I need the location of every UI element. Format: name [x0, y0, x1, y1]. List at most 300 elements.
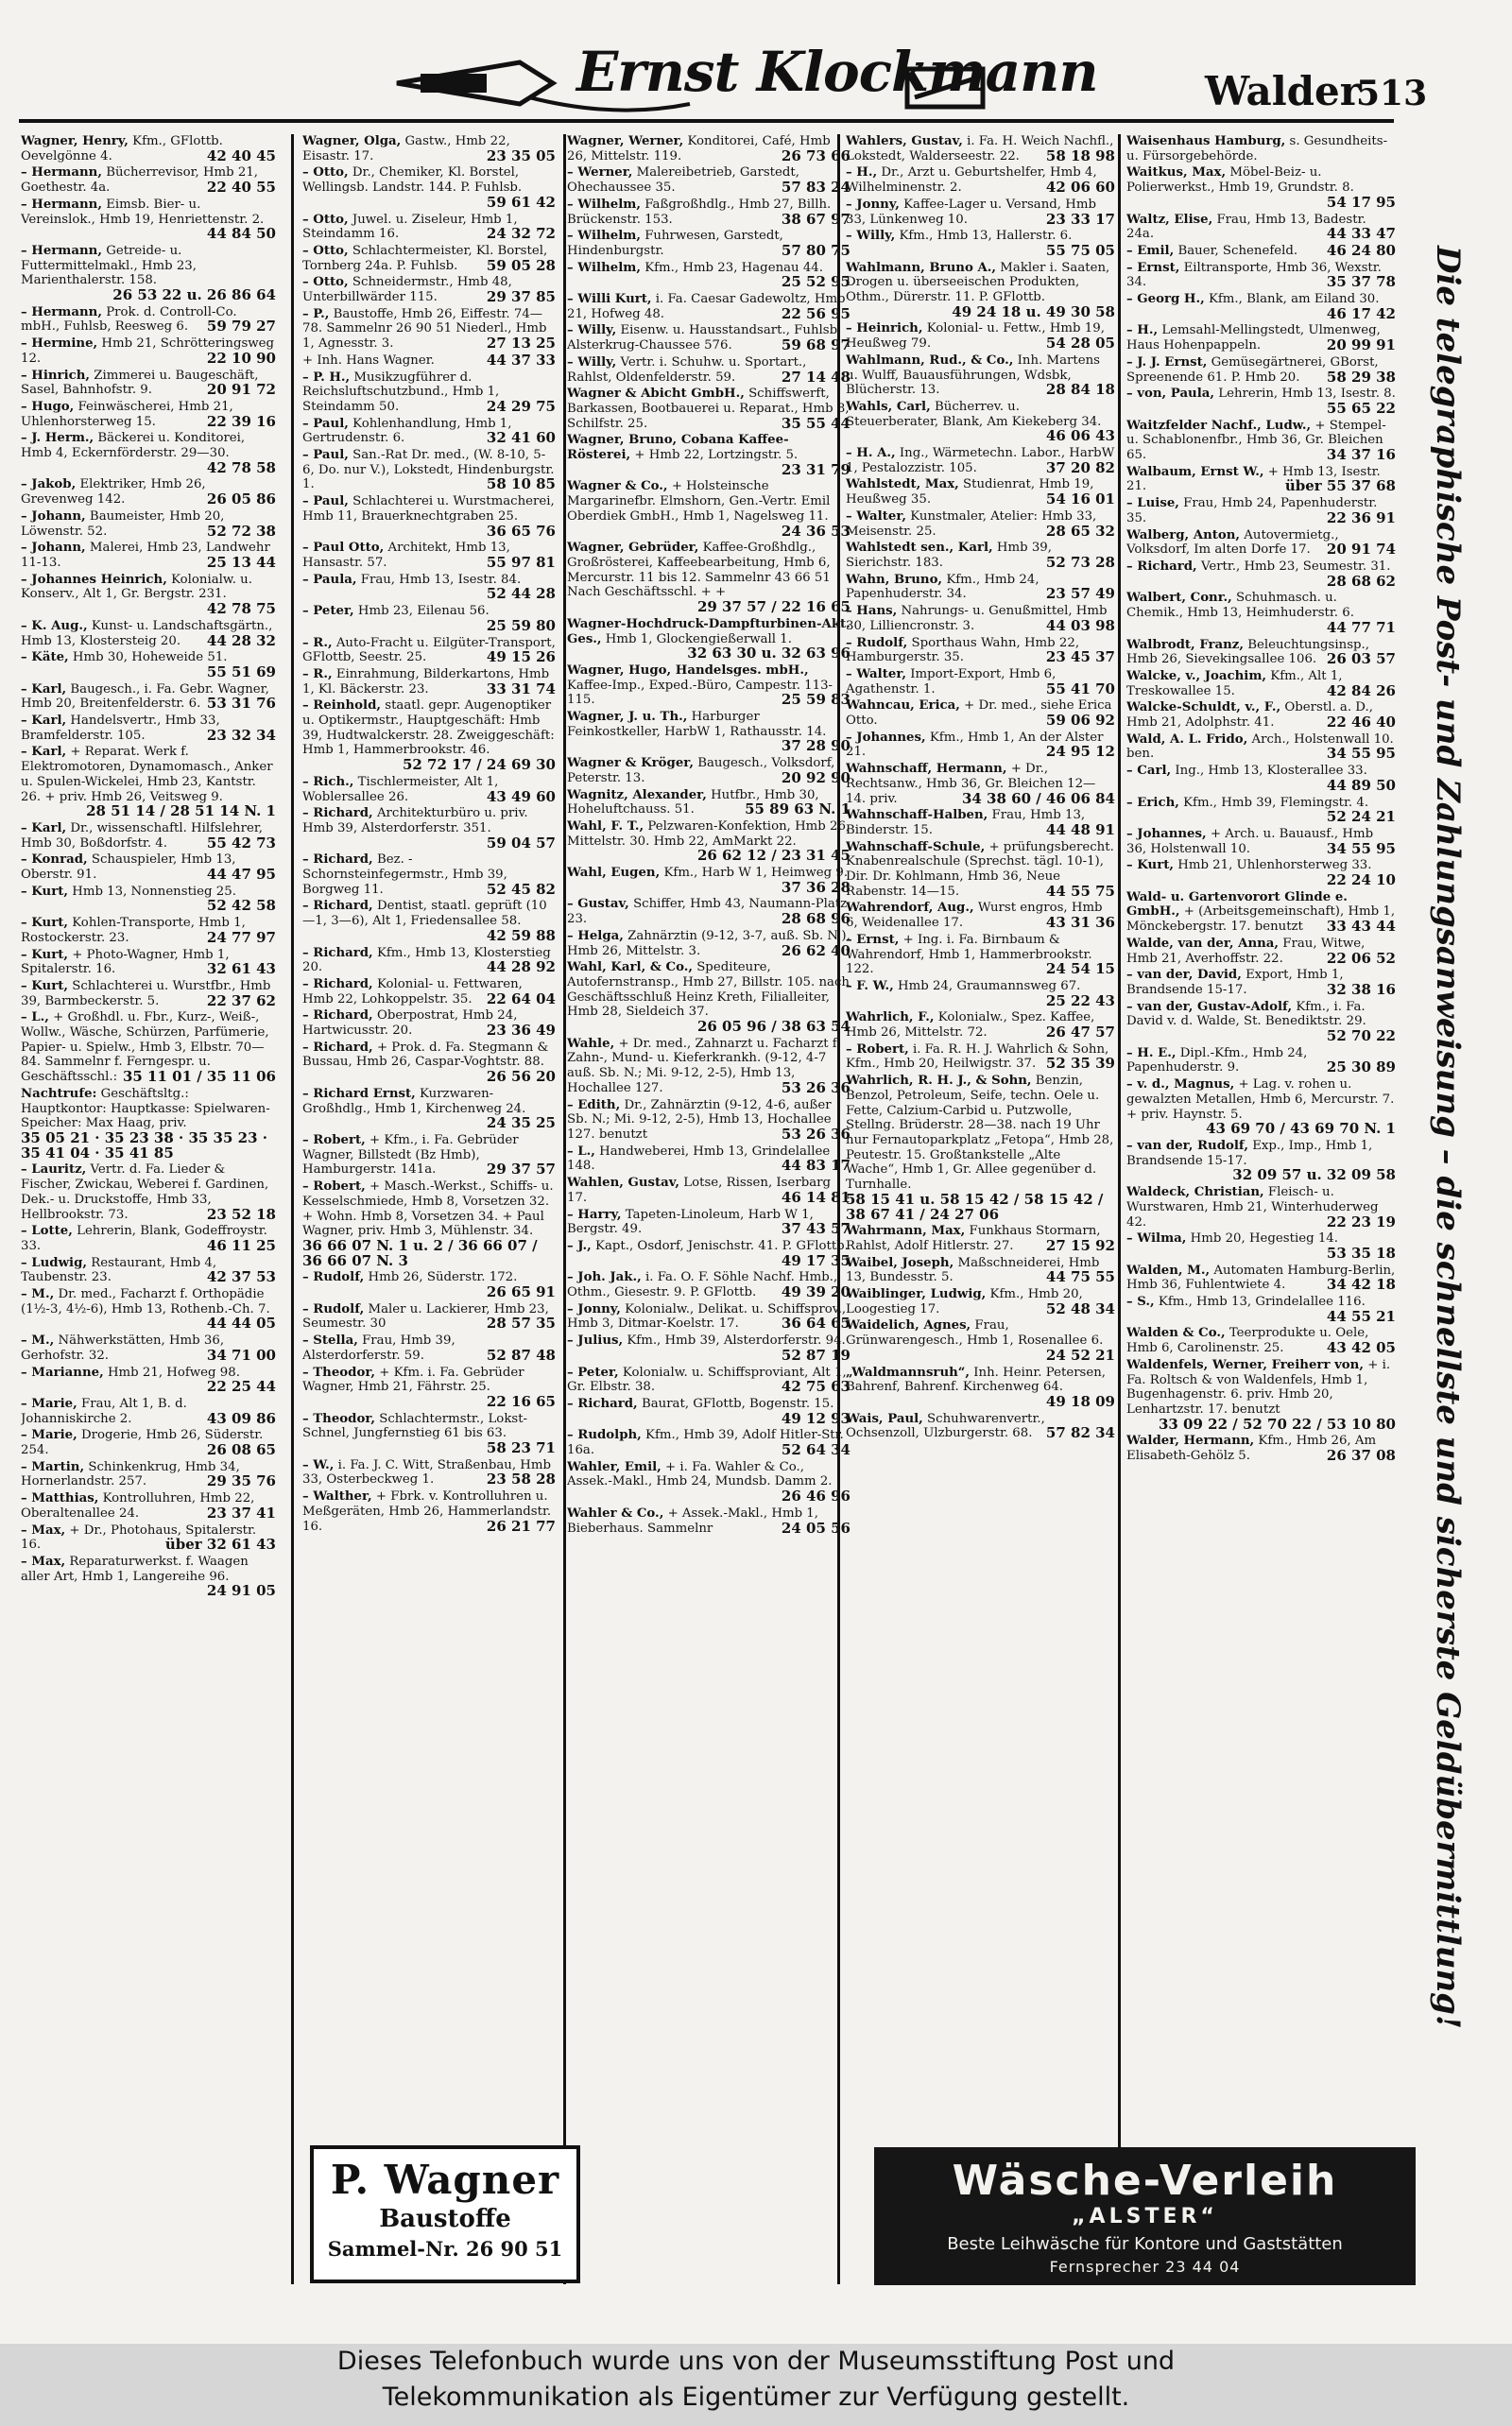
directory-entry [567, 1208, 850, 1237]
directory-entry [567, 819, 850, 864]
directory-entry [21, 916, 276, 945]
directory-entry [1126, 669, 1396, 698]
directory-entry [567, 229, 850, 258]
entry-phone-number: 22 46 40 [1326, 714, 1396, 731]
entry-details: Kurzwaren-Großhdlg., Hmb 1, Kirchenweg 24. [302, 1086, 526, 1116]
entry-phone-number: 36 64 65 [781, 1315, 850, 1333]
entry-name: – Jonny, [846, 197, 900, 212]
directory-entry [846, 353, 1115, 398]
entry-phone-number: 58 29 38 [1326, 368, 1396, 386]
entry-details: Kfm., i. Fa. David v. d. Walde, St. Benediktstr. 29. [1126, 999, 1366, 1029]
directory-entry [302, 1270, 556, 1299]
entry-details: Reparaturwerkst. f. Waagen aller Art, Hmb 1, Langereihe 96. [21, 1554, 249, 1584]
entry-details: Gemüsegärtnerei, GBorst, Spreenende 61. P. Hmb 20. [1126, 354, 1379, 385]
directory-entry [846, 698, 1115, 728]
entry-name: Wagner, J. u. Th., [567, 710, 688, 725]
entry-details: + Prok. d. Fa. Stegmann & Bussau, Hmb 26, Caspar-Voghtstr. 88. [302, 1040, 549, 1070]
entry-phone-number: 42 78 58 [206, 458, 276, 476]
directory-entry [567, 198, 850, 227]
entry-details: + Reparat. Werk f. Elektromotoren, Dynamomasch., Anker u. Spulen-Wickelei, Hmb 23, Kantstr. 26. + priv. Hmb 26, Veitsweg 9. [21, 745, 273, 804]
entry-name: – Martin, [21, 1459, 85, 1474]
directory-entry [846, 901, 1115, 930]
listing-column-1 [21, 134, 276, 2280]
entry-phone-number: 52 87 48 [486, 1346, 556, 1364]
listing-column-5 [1126, 134, 1396, 2280]
entry-phone-number: 28 65 32 [1045, 522, 1115, 540]
entry-name: Wahlmann, Bruno A., [846, 260, 997, 275]
entry-phone-number: 59 68 97 [781, 336, 850, 354]
entry-details: Kfm., GFlottb. Oevelgönne 4. [21, 134, 223, 163]
entry-phone-number: 27 15 92 [1045, 1236, 1115, 1254]
entry-phone-number: 42 78 75 [206, 600, 276, 618]
entry-name: Wald- u. Gartenvorort Glinde e. GmbH., [1126, 889, 1348, 920]
entry-details: Möbel-Beiz- u. Polierwerkst., Hmb 19, Grundstr. 8. [1126, 165, 1354, 196]
directory-entry [846, 1224, 1115, 1253]
entry-phone-number: 52 35 39 [1045, 1055, 1115, 1073]
entry-name: Walcke-Schuldt, v., F., [1126, 700, 1281, 715]
entry-details: Hmb 23, Eilenau 56. [357, 604, 490, 619]
entry-phone-number: 46 06 43 [1045, 427, 1115, 445]
entry-details: Frau, Hmb 13, Badestr. 24a. [1126, 212, 1366, 242]
entry-details: Import-Export, Hmb 6, Agathenstr. 1. [846, 666, 1057, 697]
entry-phone-number: 29 35 76 [206, 1472, 276, 1490]
entry-phone-number: 23 35 05 [486, 146, 556, 164]
entry-name: – Paul, [302, 494, 349, 509]
directory-entry [302, 1179, 556, 1268]
entry-phone-number: 52 24 21 [1326, 808, 1396, 826]
entry-phone-number: 52 44 28 [486, 585, 556, 603]
entry-name: Wagner, Hugo, Handelsges. mbH., [567, 662, 809, 678]
entry-name: Wahrlich, R. H. J., & Sohn, [846, 1074, 1032, 1089]
directory-entry [846, 636, 1115, 665]
directory-entry [846, 477, 1115, 507]
entry-phone-number: 58 10 85 [486, 475, 556, 493]
entry-details: Hmb 21, Schrötteringsweg 12. [21, 336, 275, 366]
entry-details: + Inh. Hans Wagner. [302, 353, 435, 368]
entry-details: Zimmerei u. Baugeschäft, Sasel, Bahnhofstr. 9. [21, 368, 259, 398]
entry-phone-number: 32 41 60 [486, 429, 556, 447]
entry-name: – Matthias, [21, 1491, 99, 1506]
entry-name: – Paul Otto, [302, 541, 385, 556]
directory-entry [567, 292, 850, 321]
entry-name: Walbert, Conr., [1126, 591, 1232, 606]
entry-name: Waisenhaus Hamburg, [1126, 134, 1286, 148]
ad-tagline: Beste Leihwäsche für Kontore und Gaststätten [947, 2234, 1343, 2254]
entry-details: Spediteure, Autofernstransp., Hmb 27, Billstr. 105. nach Geschäftsschluß Heinz Kreth, Filialleiter, Hmb 28, Sieldeich 37. [567, 960, 850, 1020]
directory-entry [567, 355, 850, 385]
entry-phone-number: 28 84 18 [1045, 381, 1115, 399]
directory-entry [846, 762, 1115, 806]
entry-phone-number: 26 56 20 [486, 1068, 556, 1086]
directory-entry [567, 134, 850, 163]
entry-phone-number: 43 42 05 [1326, 1339, 1396, 1357]
entry-details: Kunst- u. Landschaftsgärtn., Hmb 13, Klostersteig 20. [21, 618, 273, 648]
directory-entry [567, 960, 850, 1035]
entry-name: Wahler & Co., [567, 1505, 664, 1521]
entry-name: – Rudolf, [302, 1270, 365, 1285]
entry-phone-number: 22 23 19 [1326, 1213, 1396, 1230]
entry-name: – Robert, [846, 1041, 909, 1057]
entry-name: Wagner, Gebrüder, [567, 541, 699, 556]
entry-details: Dr., wissenschaftl. Hilfslehrer, Hmb 30, Boßdorfstr. 4. [21, 820, 263, 851]
entry-phone-number: 22 36 91 [1326, 508, 1396, 526]
entry-details: Inh. Heinr. Petersen, Bahrenf, Bahrenf. Kirchenweg 64. [846, 1365, 1107, 1395]
entry-name: – Erich, [1126, 795, 1179, 810]
entry-details: Juwel. u. Ziseleur, Hmb 1, Steindamm 16. [302, 212, 518, 242]
entry-details: Kfm., Hmb 20, Loogestieg 17. [846, 1287, 1083, 1316]
directory-entry [302, 307, 556, 352]
directory-entry [846, 1256, 1115, 1285]
entry-name: – Richard, [302, 852, 373, 868]
directory-entry [1126, 1077, 1396, 1137]
entry-phone-number: 24 05 56 [781, 1519, 850, 1537]
entry-details: Funkhaus Stormarn, Rahlst, Adolf Hitlerstr. 27. [846, 1224, 1101, 1253]
entry-phone-number: 42 06 60 [1045, 179, 1115, 197]
entry-phone-number: 26 05 96 / 38 63 54 [696, 1018, 850, 1036]
entry-phone-number: 44 89 50 [1326, 776, 1396, 794]
entry-details: Ing., Hmb 13, Klosterallee 33. [1175, 764, 1367, 779]
entry-phone-number: 32 63 30 u. 32 63 96 [687, 645, 850, 662]
entry-name: – Lauritz, [21, 1162, 87, 1178]
directory-entry [1126, 1231, 1396, 1261]
entry-details: + Lag. v. rohen u. gewalzten Metallen, Hmb 6, Mercurstr. 7. + priv. Haynstr. 5. [1126, 1077, 1395, 1122]
entry-details: Oberstl. a. D., Hmb 21, Adolphstr. 41. [1126, 700, 1373, 731]
directory-entry [21, 1010, 276, 1085]
entry-details: Hmb 39, Sierichstr. 183. [846, 541, 1052, 570]
entry-phone-number: 26 53 22 u. 26 86 64 [112, 286, 276, 304]
entry-phone-number: 22 40 55 [206, 179, 276, 197]
entry-name: – Hermann, [21, 197, 102, 212]
entry-details: Dentist, staatl. geprüft (10—1, 3—6), Alt 1, Friedensallee 58. [302, 899, 547, 929]
directory-entry [567, 663, 850, 708]
entry-name: – Jonny, [567, 1301, 621, 1316]
directory-entry [1126, 1295, 1396, 1324]
directory-entry [567, 1397, 850, 1426]
entry-phone-number: über 55 37 68 [1284, 477, 1396, 495]
entry-phone-number: 43 09 86 [206, 1409, 276, 1427]
entry-phone-number: 23 58 28 [486, 1471, 556, 1488]
entry-details: i. Fa. R. H. J. Wahrlich & Sohn, Kfm., Hmb 20, Heilwigstr. 37. [846, 1041, 1109, 1072]
entry-phone-number: 57 80 75 [781, 241, 850, 259]
directory-entry [846, 573, 1115, 602]
entry-details: Kfm., Hmb 39, Alsterdorferstr. 94. [627, 1333, 846, 1349]
entry-name: Wahlmann, Rud., & Co., [846, 353, 1014, 368]
directory-entry [846, 261, 1115, 320]
entry-name: – Karl, [21, 745, 67, 760]
entry-details: + Dr. med., Zahnarzt u. Facharzt f. Zahn-, Mund- u. Kieferkrankh. (9-12, 4-7 auß. Sb. N.; Mi. 9-12, 2-5), Hmb 13, Hochallee 127. [567, 1036, 841, 1095]
entry-details: + Hmb 22, Lortzingstr. 5. [634, 448, 799, 463]
entry-name: – Richard, [302, 806, 373, 821]
entry-details: i. Fa. O. F. Söhle Nachf. Hmb., Othm., Giesestr. 9. P. GFlottb. [567, 1270, 838, 1300]
entry-details: Vertr. i. Schuhw. u. Sportart., Rahlst, Oldenfelderstr. 59. [567, 354, 807, 385]
entry-details: Vertr. d. Fa. Lieder & Fischer, Zwickau, Weberei f. Gardinen, Dek.- u. Druckstoffe, Hmb 33, Hellbrookstr. 73. [21, 1162, 269, 1222]
entry-details: Inh. Martens u. Wulff, Bauausführungen, Wdsbk, Blücherstr. 13. [846, 353, 1100, 398]
entry-name: – Willy, [846, 229, 896, 244]
entry-phone-number: 24 91 05 [206, 1582, 276, 1600]
entry-phone-number: 52 45 82 [486, 880, 556, 898]
entry-name: – Otto, [302, 212, 349, 227]
directory-entry [567, 541, 850, 615]
entry-phone-number: 20 91 74 [1326, 541, 1396, 559]
entry-phone-number: 58 15 41 u. 58 15 42 / 58 15 42 / 38 67 41 / 24 27 06 [846, 1190, 1104, 1223]
column-divider [563, 134, 566, 2284]
entry-phone-number: 55 75 05 [1045, 241, 1115, 259]
entry-details: + Assek.-Makl., Hmb 1, Bieberhaus. Sammelnr [567, 1505, 818, 1536]
entry-name: – Robert, [302, 1133, 366, 1147]
entry-name: – K. Aug., [21, 618, 88, 633]
directory-entry [846, 446, 1115, 475]
entry-details: Frau, Witwe, Hmb 21, Averhoffstr. 22. [1126, 936, 1366, 966]
directory-entry [302, 165, 556, 210]
entry-phone-number: 54 28 05 [1045, 335, 1115, 353]
entry-phone-number: 22 24 10 [1326, 871, 1396, 889]
entry-phone-number: 54 17 95 [1326, 193, 1396, 211]
entry-phone-number: 52 87 19 [781, 1346, 850, 1364]
directory-entry [1126, 496, 1396, 525]
entry-phone-number: 57 82 34 [1045, 1424, 1115, 1442]
directory-entry [1126, 134, 1396, 163]
entry-details: + Kfm. i. Fa. Gebrüder Wagner, Hmb 21, Fährstr. 25. [302, 1365, 524, 1395]
directory-entry [21, 1397, 276, 1426]
entry-details: Handelsvertr., Hmb 33, Bramfelderstr. 105. [21, 714, 220, 743]
entry-name: – van der, Gustav-Adolf, [1126, 999, 1293, 1014]
entry-name: – Julius, [567, 1333, 624, 1349]
directory-entry [21, 509, 276, 539]
entry-phone-number: 22 64 04 [486, 989, 556, 1007]
entry-phone-number: 42 59 88 [486, 926, 556, 944]
entry-details: Malereibetrieb, Garstedt, Ohechaussee 35. [567, 165, 799, 196]
directory-entry [21, 1087, 276, 1161]
entry-details: i. Fa. Caesar Gadewoltz, Hmb 21, Hofweg 48. [567, 292, 846, 321]
entry-phone-number: 26 05 86 [206, 490, 276, 508]
ad-title: Wäsche-Verleih [952, 2157, 1338, 2205]
directory-entry [846, 933, 1115, 977]
directory-entry [302, 1333, 556, 1363]
entry-details: Eimsb. Bier- u. Vereinslok., Hmb 19, Henriettenstr. 2. [21, 197, 265, 227]
entry-phone-number: 28 51 14 / 28 51 14 N. 1 [86, 802, 276, 820]
entry-phone-number: 43 49 60 [486, 787, 556, 805]
directory-entry [1126, 1139, 1396, 1183]
directory-entry [1126, 1046, 1396, 1075]
entry-details: Hmb 1, Glockengießerwall 1. [605, 631, 792, 646]
directory-entry [302, 604, 556, 633]
entry-name: Wahn, Bruno, [846, 572, 943, 587]
entry-details: + Dr., Photohaus, Spitalerstr. 16. [21, 1523, 257, 1553]
entry-details: + Großhdl. u. Fbr., Kurz-, Weiß-, Wollw., Wäsche, Schürzen, Parfümerie, Papier- u. Spielw., Hmb 3, Elbstr. 70—84. Sammelnr f. Ferngespr. u. Geschäftsschl.: [21, 1010, 269, 1085]
entry-details: Dr., Arzt u. Geburtshelfer, Hmb 4, Wilhelminenstr. 2. [846, 165, 1097, 196]
entry-name: – von, Paula, [1126, 387, 1215, 402]
listing-column-2 [302, 134, 556, 2280]
entry-name: – Theodor, [302, 1411, 376, 1426]
entry-name: – Willi Kurt, [567, 292, 652, 307]
directory-entry [1126, 528, 1396, 558]
entry-phone-number: 25 13 44 [206, 553, 276, 571]
directory-entry [1126, 764, 1396, 793]
entry-name: – Richard, [302, 945, 373, 960]
directory-entry [21, 400, 276, 429]
entry-phone-number: 25 30 89 [1326, 1058, 1396, 1076]
entry-name: – L., [21, 1010, 49, 1025]
directory-entry [846, 1042, 1115, 1072]
directory-entry [21, 369, 276, 398]
entry-name: – H., [1126, 323, 1159, 338]
directory-entry [21, 1491, 276, 1521]
entry-details: Kaffee-Großhdlg., Großrösterei, Kaffeebearbeitung, Hmb 6, Mercurstr. 11 bis 12. Sammelnr 43 66 51 Nach Geschäftsschl. + + [567, 541, 831, 600]
directory-entry [567, 1144, 850, 1174]
entry-details: Bücherrev. u. Steuerberater, Blank, Am Kiekeberg 34. [846, 399, 1102, 429]
entry-name: Waldeck, Christian, [1126, 1185, 1264, 1200]
directory-entry [302, 1302, 556, 1332]
entry-name: – Lotte, [21, 1224, 73, 1239]
entry-name: – W., [302, 1457, 335, 1472]
entry-name: – H. A., [846, 446, 896, 461]
entry-phone-number: 34 55 95 [1326, 745, 1396, 763]
entry-details: Schlachterei u. Wurstfbr., Hmb 39, Barmbeckerstr. 5. [21, 978, 271, 1008]
entry-name: Wahlstedt sen., Karl, [846, 541, 993, 556]
entry-name: – van der, David, [1126, 968, 1242, 983]
entry-phone-number: 32 38 16 [1326, 980, 1396, 998]
entry-name: – Konrad, [21, 852, 88, 868]
entry-phone-number: 44 03 98 [1045, 616, 1115, 634]
entry-phone-number: 23 32 34 [206, 726, 276, 744]
directory-entry [567, 1037, 850, 1096]
entry-details: Baumeister, Hmb 20, Löwenstr. 52. [21, 508, 225, 539]
directory-entry [302, 541, 556, 570]
entry-phone-number: 49 39 20 [781, 1283, 850, 1301]
entry-details: Bäckerei u. Konditorei, Hmb 4, Eckernförderstr. 29—30. [21, 431, 246, 461]
entry-name: – H., [846, 165, 878, 181]
entry-details: + Stempel- u. Schablonenfbr., Hmb 36, Gr. Bleichen 65. [1126, 418, 1386, 463]
page-number: 513 [1356, 74, 1428, 113]
entry-name: – Rich., [302, 774, 354, 789]
entry-details: Arch., Holstenwall 10. ben. [1126, 731, 1394, 762]
directory-entry [846, 541, 1115, 570]
entry-name: – Karl, [21, 714, 67, 729]
directory-entry [846, 840, 1115, 900]
entry-name: – v. d., Magnus, [1126, 1077, 1235, 1093]
directory-entry [21, 573, 276, 617]
entry-name: Walbaum, Ernst W., [1126, 464, 1264, 479]
entry-details: Einrahmung, Bilderkartons, Hmb 1, Kl. Bäckerstr. 23. [302, 666, 550, 697]
directory-entry [302, 1087, 556, 1131]
entry-name: – R., [302, 635, 333, 650]
directory-entry [846, 1287, 1115, 1316]
entry-details: Kfm., Alt 1, Treskowallee 15. [1126, 668, 1343, 698]
directory-entry [1126, 700, 1396, 730]
entry-name: – Georg H., [1126, 292, 1205, 307]
entry-name: – Paul, [302, 416, 349, 431]
entry-phone-number: 34 38 60 / 46 06 84 [961, 789, 1115, 807]
entry-name: – Hermine, [21, 336, 98, 352]
directory-entry [21, 1523, 276, 1553]
entry-phone-number: 59 04 57 [486, 834, 556, 852]
directory-entry [21, 948, 276, 977]
directory-entry [846, 808, 1115, 837]
entry-name: – Paul, [302, 448, 349, 463]
column-divider [1118, 134, 1121, 2284]
entry-phone-number: 58 23 71 [486, 1439, 556, 1457]
directory-entry [1126, 165, 1396, 210]
column-divider [291, 134, 294, 2284]
entry-details: Kfm., Blank, am Eiland 30. [1208, 292, 1380, 307]
entry-details: Ing., Wärmetechn. Labor., HarbW 1, Pestalozzistr. 105. [846, 446, 1115, 475]
entry-phone-number: 42 75 63 [781, 1378, 850, 1396]
entry-details: Architekt, Hmb 13, Hansastr. 57. [302, 541, 510, 570]
footer-line-1: Dieses Telefonbuch wurde uns von der Museumsstiftung Post und [336, 2347, 1176, 2376]
entry-phone-number: 52 70 22 [1326, 1027, 1396, 1045]
directory-entry [1126, 465, 1396, 494]
entry-phone-number: 37 36 28 [781, 878, 850, 896]
directory-entry [846, 979, 1115, 1008]
entry-name: – P. H., [302, 370, 351, 385]
ad-phone: Fernsprecher 23 44 04 [1049, 2258, 1241, 2276]
entry-details: + Dr., Rechtsanw., Hmb 36, Gr. Bleichen 12—14. priv. [846, 762, 1096, 806]
entry-phone-number: 26 62 40 [781, 941, 850, 959]
entry-phone-number: 28 57 35 [486, 1315, 556, 1333]
directory-entry [302, 899, 556, 943]
entry-name: – Marie, [21, 1396, 77, 1411]
entry-name: – Kurt, [21, 916, 68, 931]
entry-name: Wahl, Karl, & Co., [567, 960, 693, 975]
entry-name: – Max, [21, 1554, 66, 1569]
entry-details: Bauer, Schenefeld. [1177, 243, 1298, 258]
entry-details: Handweberei, Hmb 13, Grindelallee 148. [567, 1144, 831, 1174]
entry-name: Wagner, Werner, [567, 134, 684, 148]
entry-phone-number: 34 71 00 [206, 1346, 276, 1364]
directory-entry [846, 400, 1115, 444]
entry-name: – Wilma, [1126, 1231, 1187, 1247]
entry-details: Nähwerkstätten, Hmb 36, Gerhofstr. 32. [21, 1333, 225, 1363]
entry-phone-number: 52 64 34 [781, 1441, 850, 1459]
entry-details: Schinkenkrug, Hmb 34, Hornerlandstr. 257. [21, 1459, 240, 1489]
entry-phone-number: 24 35 25 [486, 1114, 556, 1132]
entry-phone-number: 44 83 17 [781, 1157, 850, 1175]
entry-details: Kfm., Hmb 13, Hallerstr. 6. [899, 229, 1073, 244]
entry-phone-number: 49 15 26 [486, 648, 556, 666]
entry-details: Maler u. Lackierer, Hmb 23, Seumestr. 30 [302, 1301, 549, 1332]
entry-name: – Harry, [567, 1207, 622, 1222]
directory-entry [21, 1287, 276, 1332]
directory-entry [846, 1366, 1115, 1410]
entry-details: Drogerie, Hmb 26, Süderstr. 254. [21, 1428, 264, 1458]
entry-name: – Kurt, [21, 947, 68, 962]
entry-details: Lehrerin, Hmb 13, Isestr. 8. [1218, 387, 1396, 402]
entry-name: Walder, Hermann, [1126, 1434, 1255, 1449]
directory-entry [846, 321, 1115, 351]
entry-phone-number: 35 37 78 [1326, 273, 1396, 291]
entry-name: Wahnschaff-Schule, [846, 839, 986, 854]
entry-phone-number: 22 10 90 [206, 349, 276, 367]
entry-phone-number: 55 89 63 N. 1 [745, 800, 850, 818]
entry-name: – M., [21, 1333, 55, 1349]
entry-details: + Ing. i. Fa. Birnbaum & Wahrendorf, Hmb 1, Hammerbrookstr. 122. [846, 932, 1092, 977]
entry-details: Frau, Hmb 24, Papenhuderstr. 35. [1126, 496, 1378, 525]
entry-details: Kolonial- u. Fettwaren, Hmb 22, Lohkoppelstr. 35. [302, 976, 523, 1007]
directory-entry [846, 165, 1115, 195]
entry-name: Waitzfelder Nachf., Ludw., [1126, 418, 1312, 433]
entry-name: Walcke, v., Joachim, [1126, 668, 1267, 683]
entry-phone-number: 26 21 77 [486, 1517, 556, 1535]
entry-phone-number: 26 03 57 [1326, 650, 1396, 668]
entry-phone-number: 23 45 37 [1045, 648, 1115, 666]
ad-number: Sammel-Nr. 26 90 51 [327, 2237, 563, 2261]
entry-name: – Otto, [302, 275, 349, 290]
entry-name: – Marianne, [21, 1365, 104, 1380]
entry-details: Zahnärztin (9-12, 3-7, auß. Sb. N.), Hmb 26, Mittelstr. 3. [567, 928, 850, 958]
entry-details: Dr., Zahnärztin (9-12, 4-6, außer Sb. N.; Mi. 9-12, 2-5), Hmb 13, Hochallee 127. benutzt [567, 1097, 832, 1142]
directory-entry [1126, 387, 1396, 416]
directory-entry [302, 636, 556, 665]
